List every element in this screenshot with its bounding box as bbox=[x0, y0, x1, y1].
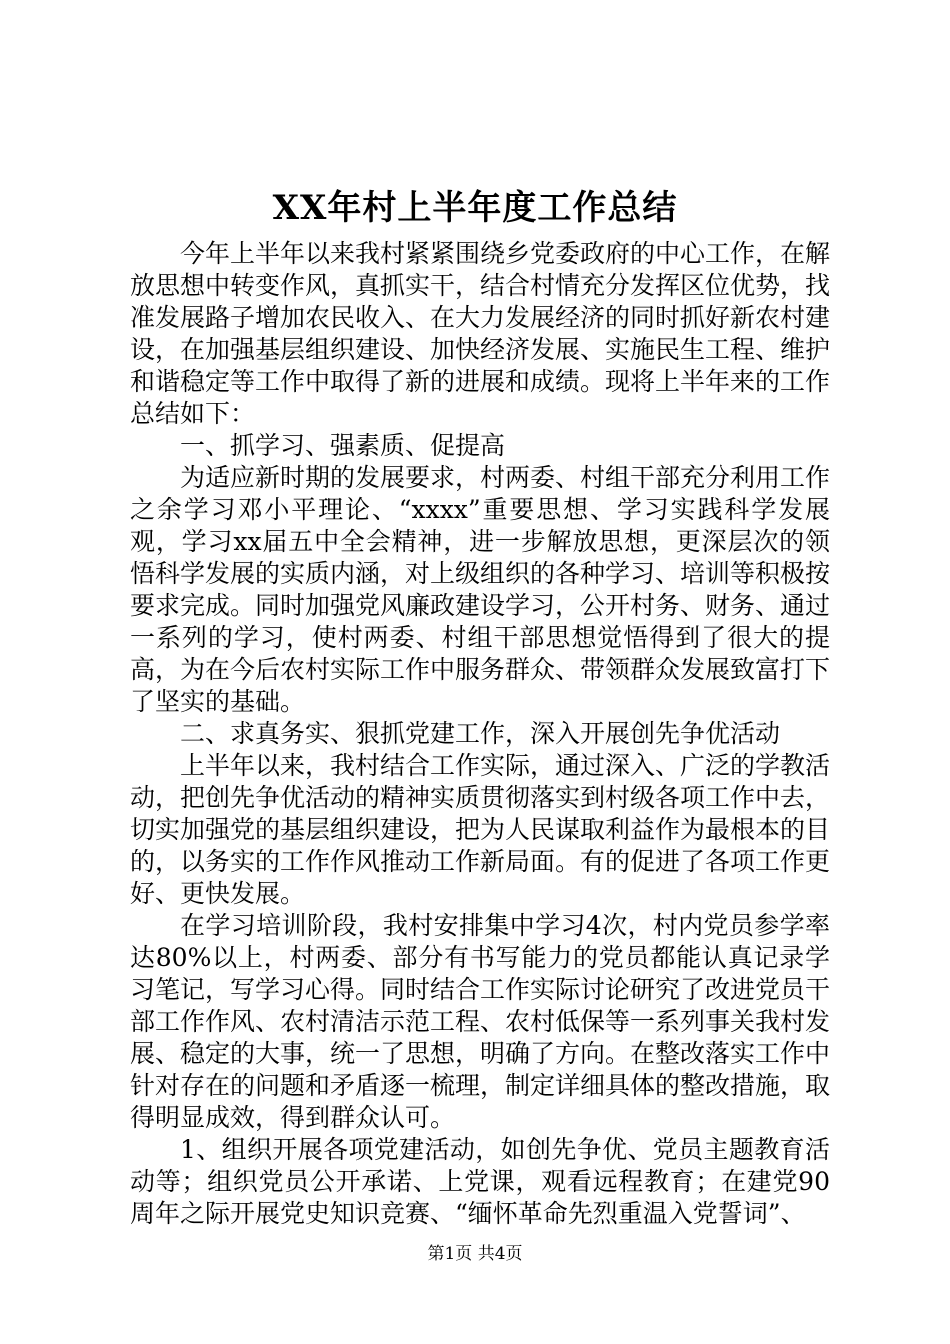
section-2-paragraph-2: 在学习培训阶段，我村安排集中学习4次，村内党员参学率达80%以上，村两委、部分有书写能力的党员都能认真记录学习笔记，写学习心得。同时结合工作实际讨论研究了改进党员干部工作作风、农村清洁示范工程、农村低保等一系列事关我村发展、稳定的大事，统一了思想，明确了方向。在整改落实工作中针对存在的问题和矛盾逐一梳理，制定详细具体的整改措施，取得明显成效，得到群众认可。 bbox=[130, 911, 831, 1132]
numbered-item-1: 1、组织开展各项党建活动，如创先争优、党员主题教育活动等；组织党员公开承诺、上党课，观看远程教育；在建党90周年之际开展党史知识竞赛、“缅怀革命先烈重温入党誓词”、 bbox=[130, 1135, 830, 1228]
document-title: XX年村上半年度工作总结 bbox=[272, 188, 678, 228]
section-heading-2: 二、求真务实、狠抓党建工作，深入开展创先争优活动 bbox=[180, 719, 781, 748]
section-2-paragraph-1: 上半年以来，我村结合工作实际，通过深入、广泛的学教活动，把创先争优活动的精神实质贯彻落实到村级各项工作中去，切实加强党的基层组织建设，把为人民谋取利益作为最根本的目的，以务实的工作作风推动工作新局面。有的促进了各项工作更好、更快发展。 bbox=[130, 751, 831, 908]
intro-paragraph: 今年上半年以来我村紧紧围绕乡党委政府的中心工作，在解放思想中转变作风，真抓实干，结合村情充分发挥区位优势，找准发展路子增加农民收入、在大力发展经济的同时抓好新农村建设，在加强基层组织建设、加快经济发展、实施民生工程、维护和谐稳定等工作中取得了新的进展和成绩。现将上半年来的工作总结如下： bbox=[130, 239, 831, 428]
section-1-paragraph: 为适应新时期的发展要求，村两委、村组干部充分利用工作之余学习邓小平理论、“xxxx”重要思想、学习实践科学发展观，学习xx届五中全会精神，进一步解放思想，更深层次的领悟科学发展的实质内涵，对上级组织的各种学习、培训等积极按要求完成。同时加强党风廉政建设学习，公开村务、财务、通过一系列的学习，使村两委、村组干部思想觉悟得到了很大的提高，为在今后农村实际工作中服务群众、带领群众发展致富打下了坚实的基础。 bbox=[130, 463, 831, 716]
section-heading-1: 一、抓学习、强素质、促提高 bbox=[180, 431, 506, 460]
document-body bbox=[130, 238, 830, 1230]
page-footer: 第1页 共4页 bbox=[427, 1244, 523, 1264]
